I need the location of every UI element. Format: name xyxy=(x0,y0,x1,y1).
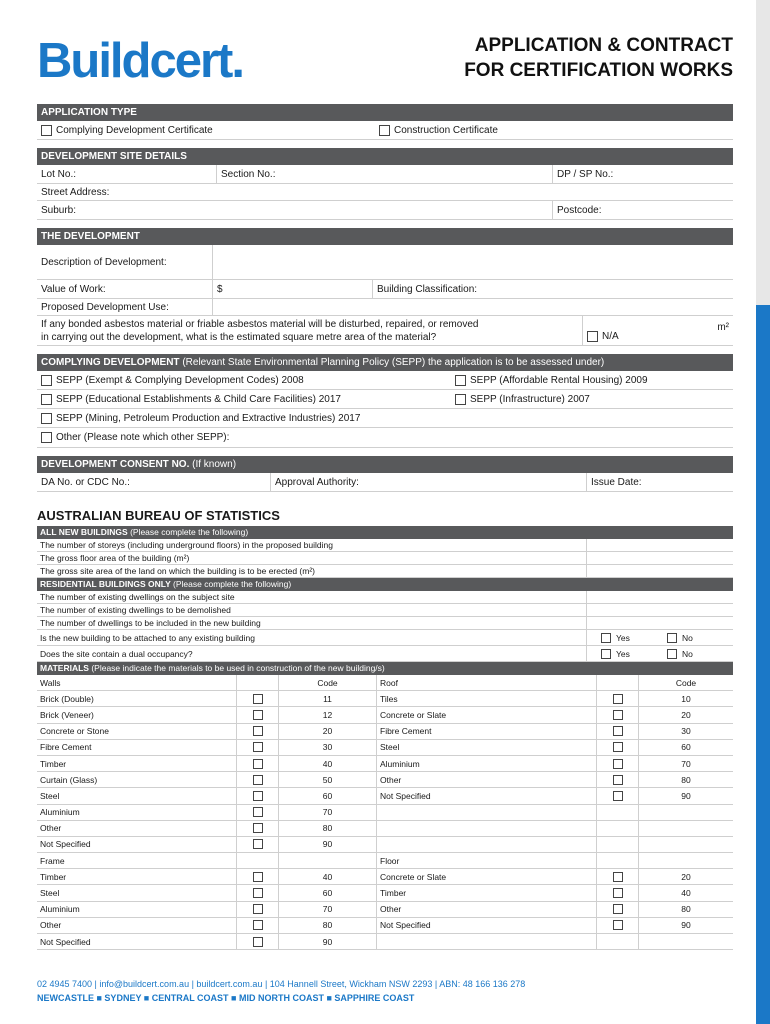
sepp-infrastructure-checkbox[interactable] xyxy=(455,394,466,405)
abs-title: AUSTRALIAN BUREAU OF STATISTICS xyxy=(37,508,280,523)
issue-date-field[interactable]: Issue Date: xyxy=(591,476,642,488)
material-checkbox[interactable] xyxy=(253,775,263,785)
street-field[interactable]: Street Address: xyxy=(41,186,110,198)
material-code: 70 xyxy=(681,758,691,769)
material-name: Timber xyxy=(377,885,597,900)
materials-row xyxy=(37,902,733,918)
footer xyxy=(37,977,525,1005)
abs-materials-heading: MATERIALS (Please indicate the materials to be used in construction of the new building/s) xyxy=(37,662,733,675)
material-checkbox[interactable] xyxy=(253,823,263,833)
asbestos-na-checkbox[interactable] xyxy=(587,331,598,342)
material-name: Aluminium xyxy=(377,756,597,771)
material-code: 90 xyxy=(279,837,377,852)
side-accent-blue xyxy=(756,305,770,1024)
materials-row xyxy=(37,869,733,885)
material-name: Other xyxy=(37,821,237,836)
material-name: Brick (Double) xyxy=(37,691,237,706)
material-checkbox[interactable] xyxy=(253,872,263,882)
material-checkbox[interactable] xyxy=(253,710,263,720)
dual-yes-checkbox[interactable] xyxy=(601,649,611,659)
material-checkbox[interactable] xyxy=(253,726,263,736)
sepp-rental-checkbox[interactable] xyxy=(455,375,466,386)
material-code: 30 xyxy=(279,740,377,755)
material-name: Not Specified xyxy=(377,918,597,933)
material-code: 20 xyxy=(681,871,691,882)
material-checkbox[interactable] xyxy=(253,694,263,704)
classification-field[interactable]: Building Classification: xyxy=(377,283,478,295)
material-checkbox[interactable] xyxy=(613,759,623,769)
material-name: Concrete or Slate xyxy=(377,707,597,722)
material-name: Timber xyxy=(37,756,237,771)
material-name: Fibre Cement xyxy=(377,724,597,739)
sepp-educational-checkbox[interactable] xyxy=(41,394,52,405)
asbestos-area-field[interactable]: m² xyxy=(717,322,729,333)
material-checkbox[interactable] xyxy=(613,872,623,882)
section-site-details: DEVELOPMENT SITE DETAILS xyxy=(37,148,733,165)
material-checkbox[interactable] xyxy=(613,742,623,752)
material-checkbox[interactable] xyxy=(253,791,263,801)
material-name: Not Specified xyxy=(377,788,597,803)
abs-all-new-heading: ALL NEW BUILDINGS (Please complete the following) xyxy=(37,526,733,539)
material-name: Steel xyxy=(37,788,237,803)
material-name: Aluminium xyxy=(37,805,237,820)
material-checkbox[interactable] xyxy=(613,726,623,736)
cdc-checkbox[interactable] xyxy=(41,125,52,136)
materials-row xyxy=(37,740,733,756)
material-checkbox[interactable] xyxy=(253,937,263,947)
material-code: 30 xyxy=(681,726,691,737)
suburb-field[interactable]: Suburb: xyxy=(37,201,553,219)
material-code: 50 xyxy=(279,772,377,787)
materials-row xyxy=(37,821,733,837)
sepp-exempt-checkbox[interactable] xyxy=(41,375,52,386)
material-name: Steel xyxy=(377,740,597,755)
existing-dwellings-field[interactable] xyxy=(587,591,733,603)
material-checkbox[interactable] xyxy=(613,888,623,898)
footer-contact: 02 4945 7400 | info@buildcert.com.au | buildcert.com.au | 104 Hannell Street, Wickham NSW 2293 | ABN: 48 166 136 278 xyxy=(37,979,526,989)
material-checkbox[interactable] xyxy=(253,742,263,752)
material-code: 20 xyxy=(681,709,691,720)
material-name: Not Specified xyxy=(37,837,237,852)
material-checkbox[interactable] xyxy=(253,904,263,914)
material-code: 80 xyxy=(681,904,691,915)
material-code: 90 xyxy=(681,920,691,931)
material-name: Aluminium xyxy=(37,902,237,917)
value-field[interactable]: $ xyxy=(213,280,373,298)
material-checkbox[interactable] xyxy=(253,759,263,769)
materials-row xyxy=(37,691,733,707)
site-area-field[interactable] xyxy=(587,565,733,577)
section-field[interactable]: Section No.: xyxy=(217,165,553,183)
materials-row xyxy=(37,934,733,950)
attached-no-checkbox[interactable] xyxy=(667,633,677,643)
side-accent-bar xyxy=(756,0,770,1024)
section-consent: DEVELOPMENT CONSENT NO. (If known) xyxy=(37,456,733,473)
materials-row xyxy=(37,885,733,901)
material-code: 80 xyxy=(279,821,377,836)
material-name: Other xyxy=(377,772,597,787)
material-checkbox[interactable] xyxy=(613,694,623,704)
materials-row xyxy=(37,918,733,934)
materials-row xyxy=(37,837,733,853)
floor-area-field[interactable] xyxy=(587,552,733,564)
proposed-use-field[interactable] xyxy=(213,299,733,315)
material-code: 60 xyxy=(279,788,377,803)
footer-cities: NEWCASTLE ■ SYDNEY ■ CENTRAL COAST ■ MID NORTH COAST ■ SAPPHIRE COAST xyxy=(37,993,415,1003)
attached-yes-checkbox[interactable] xyxy=(601,633,611,643)
materials-row xyxy=(37,788,733,804)
material-name: Tiles xyxy=(377,691,597,706)
buildcert-logo: Buildcert. xyxy=(37,34,243,88)
authority-field[interactable]: Approval Authority: xyxy=(271,473,587,491)
sepp-mining-checkbox[interactable] xyxy=(41,413,52,424)
sepp-other-checkbox[interactable] xyxy=(41,432,52,443)
material-code: 11 xyxy=(279,691,377,706)
material-name: Steel xyxy=(37,885,237,900)
material-checkbox[interactable] xyxy=(613,710,623,720)
materials-table: Walls Code Roof Code Brick (Double) 11 Tiles 10 Brick (Veneer) 12 Concrete or Slate 20 Concrete or Stone 20 Fibre Cement 30 Fibre Cement 30 Steel 60 Timber 40 Aluminium 70 Curtain (Glass) 50 Other 80 Steel 60 Not Specified 90 Aluminium 70 Other 80 Not Specified 90 Frame Floor Timber 40 Concrete or Slate 20 Steel 60 Timber 40 Aluminium 70 Other 80 Other 80 Not Specified 90 Not Specified 90 xyxy=(37,675,733,950)
storeys-field[interactable] xyxy=(587,539,733,551)
da-field[interactable]: DA No. or CDC No.: xyxy=(37,473,271,491)
material-code: 40 xyxy=(681,888,691,899)
material-name: Brick (Veneer) xyxy=(37,707,237,722)
form: APPLICATION TYPE Complying Development Certificate Construction Certificate DEVELOPMENT SITE DETAILS Lot No.: Section No.: DP / SP No.: Street Address: Suburb: Postcode: THE DEVELOPMENT Description of Development: Value of Work: $ Building Classification: Proposed Development Use: If any bonded asbestos material or friable asbestos material will be disturbed, repaired, or removed in carrying out the development, what is the estimated square metre area of the material? N/A m² COMPLYING DEVELOPMENT (Relevant State Environmental Planning Policy (SEPP) the application is to be assessed under) SEPP (Exempt & Complying Development Codes) 2008 SEPP (Affordable Rental Housing) 2009 SEPP (Educational Establishments & Child Care Facilities) 2017 SEPP (Infrastructure) 2007 SEPP (Mining, Petroleum Production and Extractive Industries) 2017 Other (Please note which other SEPP): DEVELOPMENT CONSENT NO. (If known) DA No. or CDC No.: Approval Authority: Issue Date: AUSTRALIAN BUREAU OF STATISTICS ALL NEW BUILDINGS (Please complete the following) The number of storeys (including underground floors) in the proposed building The gross floor area of the building (m²) The gross site area of the land on which the building is to be erected (m²) RESIDENTIAL BUILDINGS ONLY (Please complete the following) The number of existing dwellings on the subject site The number of existing dwellings to be demolished The number of dwellings to be included in the new building Is the new building to be attached to any existing building Yes No Does the site contain a dual occupancy? Yes No MATERIALS (Please indicate the materials to be used in construction of the new building/s) Walls Code Roof Code Brick (Double) 11 Tiles 10 Brick (Veneer) 12 Concrete or Slate 20 Concrete or Stone 20 Fibre Cement 30 Fibre Cement 30 Steel 60 Timber 40 Aluminium 70 Curtain (Glass) 50 Other 80 Steel 60 Not Specified 90 Aluminium 70 Other 80 Not Specified 90 Frame Floor Timber 40 Concrete or Slate 20 Steel 60 Timber 40 Aluminium 70 Other 80 Other 80 Not Specified 90 Not Specified 90 xyxy=(37,104,733,950)
description-field[interactable] xyxy=(213,245,733,279)
material-code: 70 xyxy=(279,902,377,917)
dual-no-checkbox[interactable] xyxy=(667,649,677,659)
material-code: 60 xyxy=(279,885,377,900)
material-checkbox[interactable] xyxy=(613,775,623,785)
material-checkbox[interactable] xyxy=(613,920,623,930)
lot-field[interactable]: Lot No.: xyxy=(37,165,217,183)
material-name: Not Specified xyxy=(37,934,237,949)
section-complying-development: COMPLYING DEVELOPMENT (Relevant State Environmental Planning Policy (SEPP) the application is to be assessed under) xyxy=(37,354,733,371)
postcode-field[interactable]: Postcode: xyxy=(557,204,602,216)
abs-residential-heading: RESIDENTIAL BUILDINGS ONLY (Please complete the following) xyxy=(37,578,733,591)
material-checkbox[interactable] xyxy=(613,904,623,914)
material-code: 70 xyxy=(279,805,377,820)
material-code: 20 xyxy=(279,724,377,739)
material-name: Curtain (Glass) xyxy=(37,772,237,787)
materials-row xyxy=(37,756,733,772)
material-code: 80 xyxy=(279,918,377,933)
material-code: 90 xyxy=(681,790,691,801)
section-development: THE DEVELOPMENT xyxy=(37,228,733,245)
materials-row xyxy=(37,707,733,723)
new-dwellings-field[interactable] xyxy=(587,617,733,629)
materials-row xyxy=(37,772,733,788)
material-name: Other xyxy=(377,902,597,917)
demolished-dwellings-field[interactable] xyxy=(587,604,733,616)
material-name: Timber xyxy=(37,869,237,884)
material-checkbox[interactable] xyxy=(253,807,263,817)
section-application-type: APPLICATION TYPE xyxy=(37,104,733,121)
material-code: 80 xyxy=(681,774,691,785)
cc-checkbox[interactable] xyxy=(379,125,390,136)
material-checkbox[interactable] xyxy=(253,920,263,930)
material-name: Fibre Cement xyxy=(37,740,237,755)
material-checkbox[interactable] xyxy=(613,791,623,801)
materials-row xyxy=(37,724,733,740)
dp-field[interactable]: DP / SP No.: xyxy=(557,168,614,180)
material-code: 40 xyxy=(279,756,377,771)
material-name: Other xyxy=(37,918,237,933)
material-code: 10 xyxy=(681,693,691,704)
material-checkbox[interactable] xyxy=(253,888,263,898)
material-name: Concrete or Slate xyxy=(377,869,597,884)
material-checkbox[interactable] xyxy=(253,839,263,849)
material-code: 40 xyxy=(279,869,377,884)
materials-row xyxy=(37,805,733,821)
material-code: 60 xyxy=(681,742,691,753)
material-code: 12 xyxy=(279,707,377,722)
material-name: Concrete or Stone xyxy=(37,724,237,739)
page-title: APPLICATION & CONTRACT FOR CERTIFICATION WORKS xyxy=(464,35,733,81)
material-code: 90 xyxy=(279,934,377,949)
